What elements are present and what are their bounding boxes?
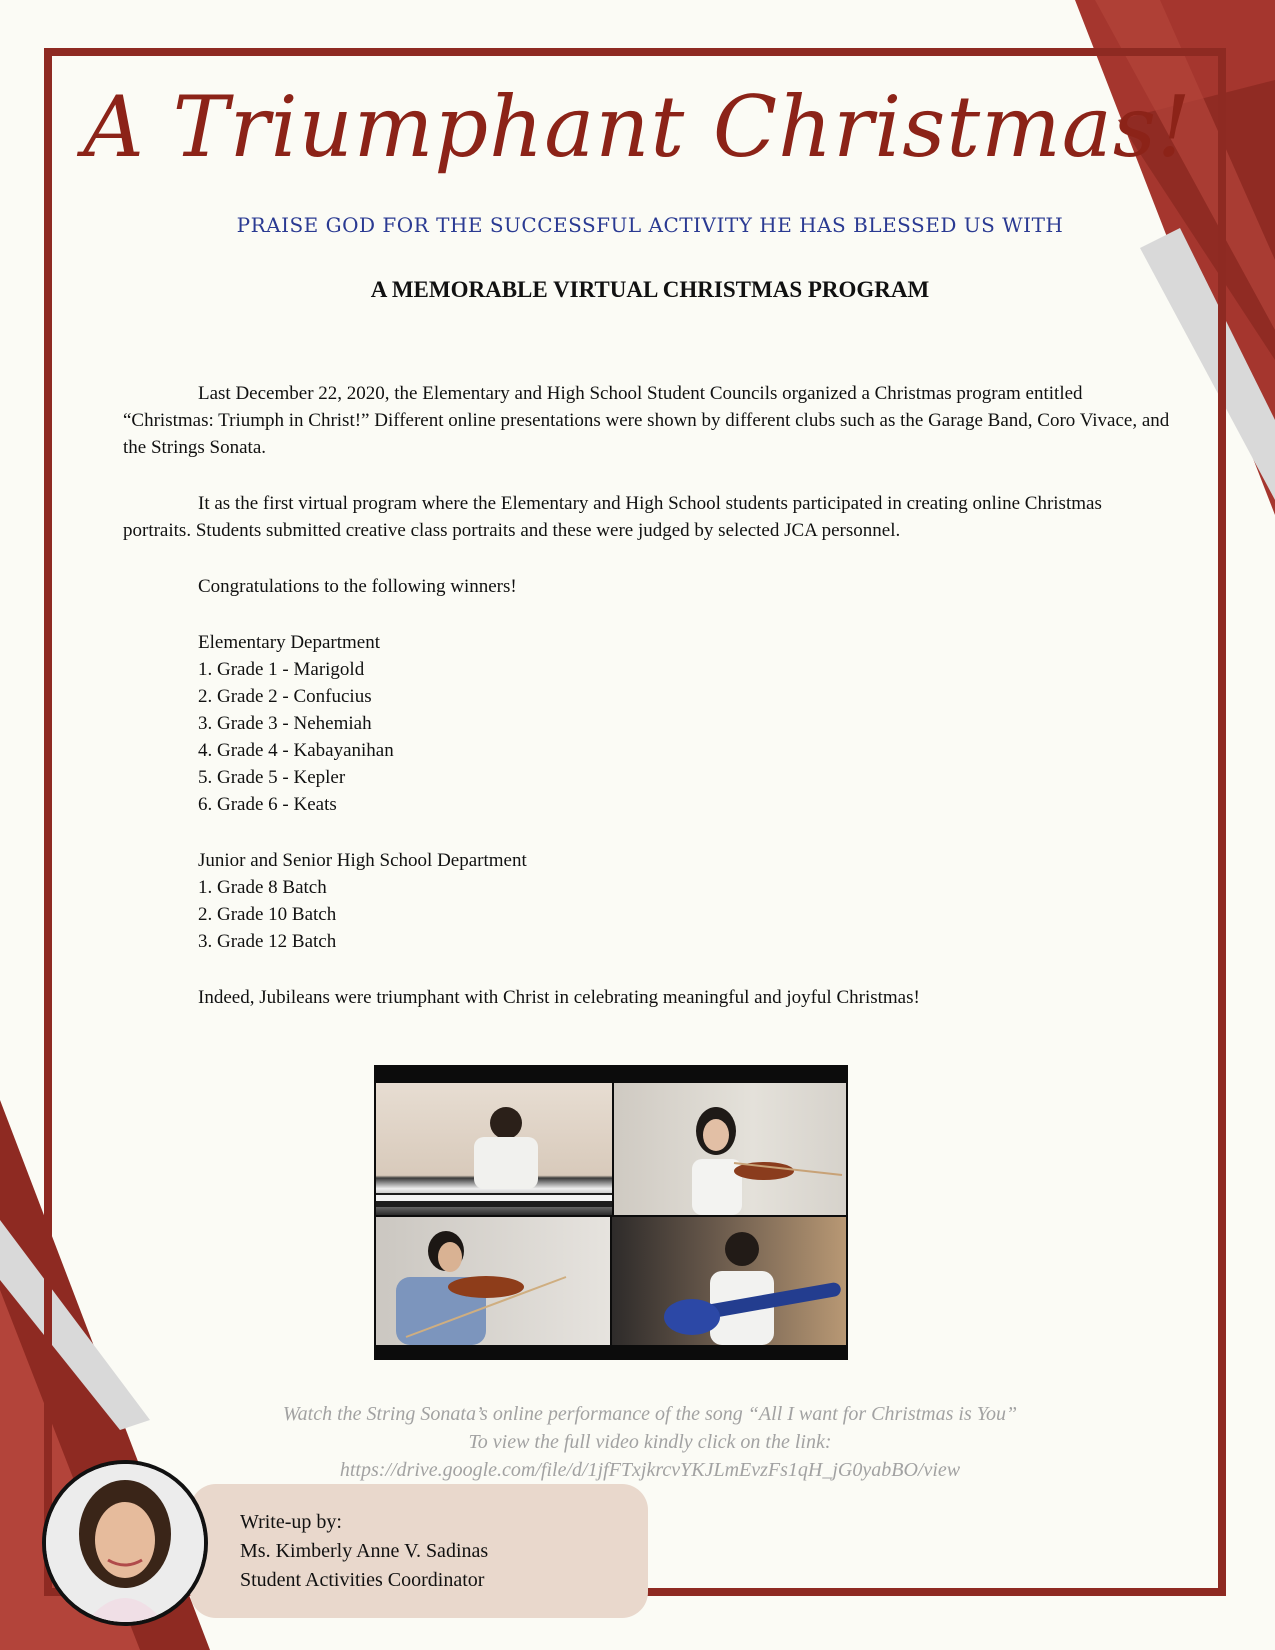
avatar — [42, 1460, 208, 1626]
caption-line-1: Watch the String Sonata’s online performance of the song “All I want for Christmas is You” — [282, 1403, 1018, 1425]
list-item: 1. Grade 8 Batch — [198, 877, 327, 898]
performance-video-collage — [374, 1065, 848, 1360]
paragraph-closing: Indeed, Jubileans were triumphant with Christ in celebrating meaningful and joyful Christmas! — [198, 987, 920, 1008]
bassist-pane — [612, 1217, 846, 1345]
paragraph-portraits: It as the first virtual program where the Elementary and High School students participated in creating online Christmas portraits. Students submitted creative class portraits and these were judged by selected JCA personnel. — [123, 493, 1102, 541]
violinist-two-image — [376, 1217, 610, 1345]
page-subtitle: PRAISE GOD FOR THE SUCCESSFUL ACTIVITY HE HAS BLESSED US WITH — [236, 213, 1064, 237]
article-body — [123, 380, 1173, 1040]
writeup-label: Write-up by: — [240, 1511, 342, 1533]
caption-line-2: To view the full video kindly click on the link: — [468, 1431, 832, 1453]
pianist-image — [376, 1083, 612, 1215]
writer-role: Student Activities Coordinator — [240, 1569, 485, 1591]
highschool-heading: Junior and Senior High School Department — [198, 850, 527, 871]
elementary-winners-list — [123, 656, 1173, 818]
elementary-heading: Elementary Department — [198, 632, 381, 653]
video-caption — [150, 1400, 1150, 1484]
violinist-pane — [614, 1083, 846, 1215]
list-item: 2. Grade 2 - Confucius — [198, 686, 372, 707]
pianist-pane — [376, 1083, 612, 1215]
writer-portrait — [46, 1464, 204, 1622]
highschool-winners-list — [123, 874, 1173, 955]
violinist-image — [614, 1083, 846, 1215]
writeup-text — [240, 1508, 488, 1595]
list-item: 3. Grade 12 Batch — [198, 931, 337, 952]
video-link[interactable]: https://drive.google.com/file/d/1jfFTxjkrcvYKJLmEvzFs1qH_jG0yabBO/view — [339, 1459, 961, 1481]
paragraph-intro: Last December 22, 2020, the Elementary and High School Student Councils organized a Christmas program entitled “Christmas: Triumph in Christ!” Different online presentations were shown by different clubs such as the Garage Band, Coro Vivace, and the Strings Sonata. — [123, 383, 1170, 458]
section-heading: A MEMORABLE VIRTUAL CHRISTMAS PROGRAM — [370, 277, 930, 302]
list-item: 3. Grade 3 - Nehemiah — [198, 713, 372, 734]
list-item: 1. Grade 1 - Marigold — [198, 659, 365, 680]
writer-name: Ms. Kimberly Anne V. Sadinas — [240, 1540, 489, 1562]
violinist-two-pane — [376, 1217, 610, 1345]
paragraph-congratulations: Congratulations to the following winners! — [198, 576, 517, 597]
list-item: 5. Grade 5 - Kepler — [198, 767, 346, 788]
bassist-image — [612, 1217, 846, 1345]
list-item: 6. Grade 6 - Keats — [198, 794, 337, 815]
list-item: 4. Grade 4 - Kabayanihan — [198, 740, 394, 761]
page-title: A Triumphant Christmas! — [83, 78, 1192, 176]
list-item: 2. Grade 10 Batch — [198, 904, 337, 925]
